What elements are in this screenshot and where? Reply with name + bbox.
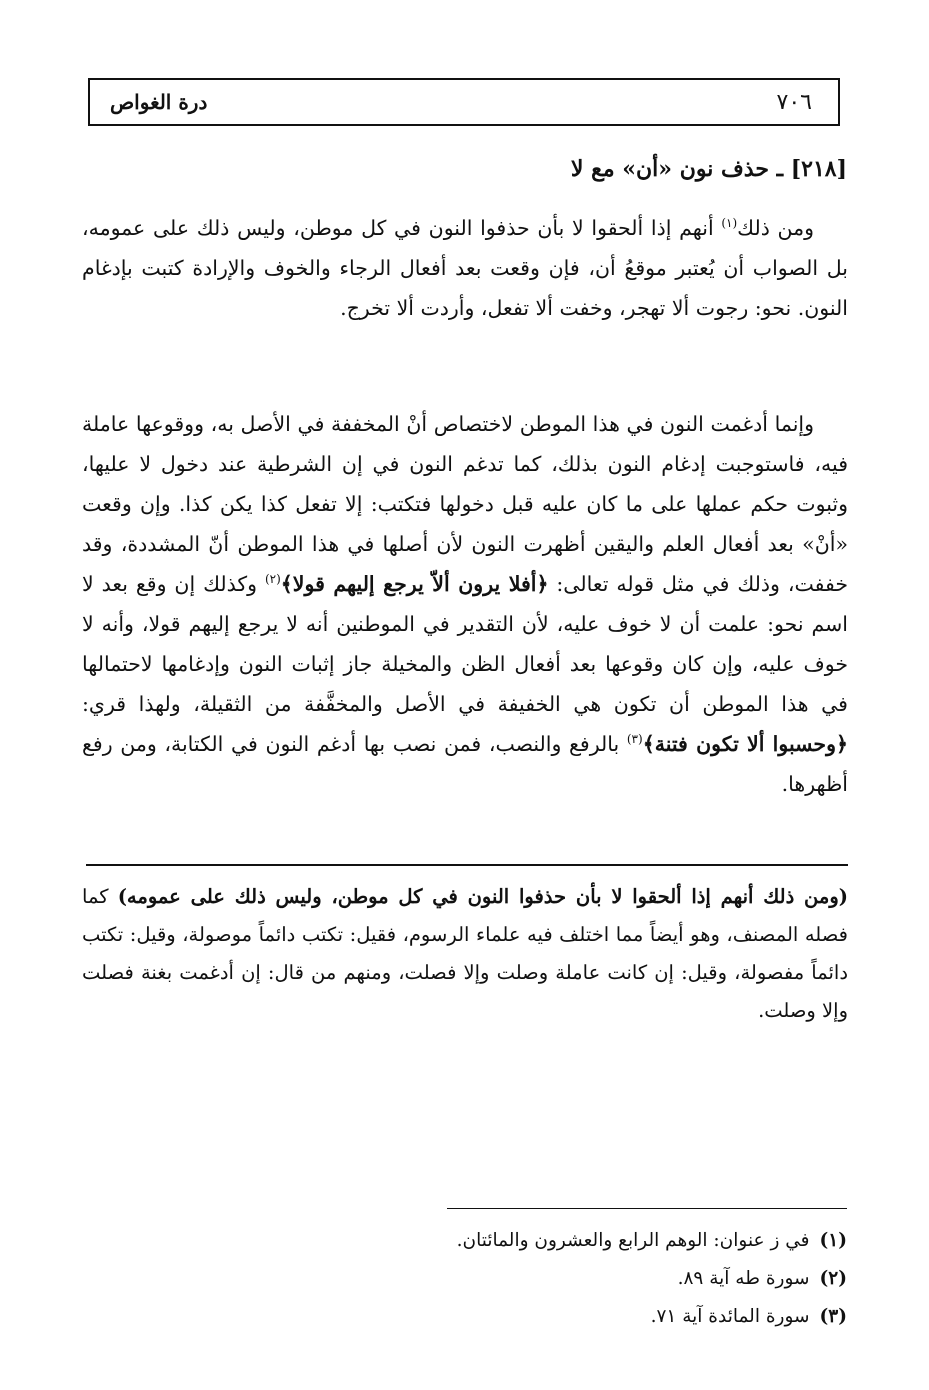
main-paragraph-2	[82, 404, 848, 804]
footnote-number: (٢)	[819, 1268, 847, 1289]
footnote-number: (١)	[819, 1230, 847, 1251]
para1-text-2: أنهم إذا ألحقوا لا بأن حذفوا النون في كل موطن، وليس ذلك على عمومه، بل الصواب أن يُعتبر موقعُ أن، فإن وقعت بعد أفعال الرجاء والخوف والإرادة كتبت بإدغام النون. نحو: رجوت ألا تهجر، وخفت ألا تفعل، وأردت ألا تخرج.	[82, 216, 848, 320]
commentary-quote: (ومن ذلك أنهم إذا ألحقوا لا بأن حذفوا النون في كل موطن، وليس ذلك على عمومه)	[117, 885, 848, 908]
footnote-ref-2[interactable]: (٢)	[264, 572, 281, 587]
footnote-ref-3[interactable]: (٣)	[626, 732, 643, 747]
para2-text-1: وإنما أدغمت النون في هذا الموطن لاختصاص أنْ المخففة في الأصل به، ووقوعها عاملة فيه، فاستوجبت إدغام النون بذلك، كما تدغم النون في إن الشرطية عند دخول لا عليها، وثبوت حكم عملها على ما كان عليه قبل دخولها فتكتب: إلا تفعل كذا يكن كذا. وإن وقعت «أنْ» بعد أفعال العلم واليقين أظهرت النون لأن أصلها في هذا الموطن أنّ المشددة، وقد خففت، وذلك في مثل قوله تعالى:	[82, 412, 848, 596]
para2-text-2: وكذلك إن وقع بعد لا اسم نحو: علمت أن لا خوف عليه، لأن التقدير في الموطنين أنه لا يرجع إليهم قولا، وأنه لا خوف عليه، وإن كان وقوعها بعد أفعال الظن والمخيلة جاز إثبات النون وإدغامها لاحتمالها في هذا الموطن أن تكون هي الخفيفة في الأصل والمخفَّفة من الثقيلة، ولهذا قري:	[82, 572, 848, 716]
commentary-text: كما فصله المصنف، وهو أيضاً مما اختلف فيه علماء الرسوم، فقيل: تكتب دائماً موصولة، وقيل: تكتب دائماً مفصولة، وقيل: إن كانت عاملة وصلت وإلا فصلت، ومنهم من قال: إن أدغمت بغنة فصلت وإلا وصلت.	[82, 885, 848, 1022]
footnote-text: في ز عنوان: الوهم الرابع والعشرون والمائتان.	[456, 1230, 810, 1251]
running-title: درة الغواص	[110, 90, 208, 114]
footnote-number: (٣)	[819, 1306, 847, 1327]
quran-quote-2: ﴿وحسبوا ألا تكون فتنة﴾	[642, 732, 848, 756]
section-title: [٢١٨] ـ حذف نون «أن» مع لا	[570, 156, 847, 182]
footnote-text: سورة المائدة آية ٧١.	[650, 1306, 810, 1327]
footnote-1	[81, 1222, 847, 1260]
footnote-3	[81, 1298, 847, 1336]
footnote-2	[81, 1260, 847, 1298]
page-header	[88, 78, 840, 126]
main-paragraph-1	[82, 208, 848, 328]
page-number: ٧٠٦	[776, 90, 812, 115]
para2-text-3: بالرفع والنصب، فمن نصب بها أدغم النون في الكتابة، ومن رفع أظهرها.	[82, 732, 848, 796]
footnotes-block	[81, 1222, 847, 1336]
footnote-divider	[447, 1208, 847, 1209]
commentary-divider	[86, 864, 848, 866]
para1-text-1: ومن ذلك	[737, 216, 815, 240]
commentary-block	[82, 878, 848, 1030]
footnote-ref-1[interactable]: (١)	[721, 216, 738, 231]
footnote-text: سورة طه آية ٨٩.	[677, 1268, 810, 1289]
quran-quote-1: ﴿أفلا يرون ألاّ يرجع إليهم قولا﴾	[280, 572, 549, 596]
